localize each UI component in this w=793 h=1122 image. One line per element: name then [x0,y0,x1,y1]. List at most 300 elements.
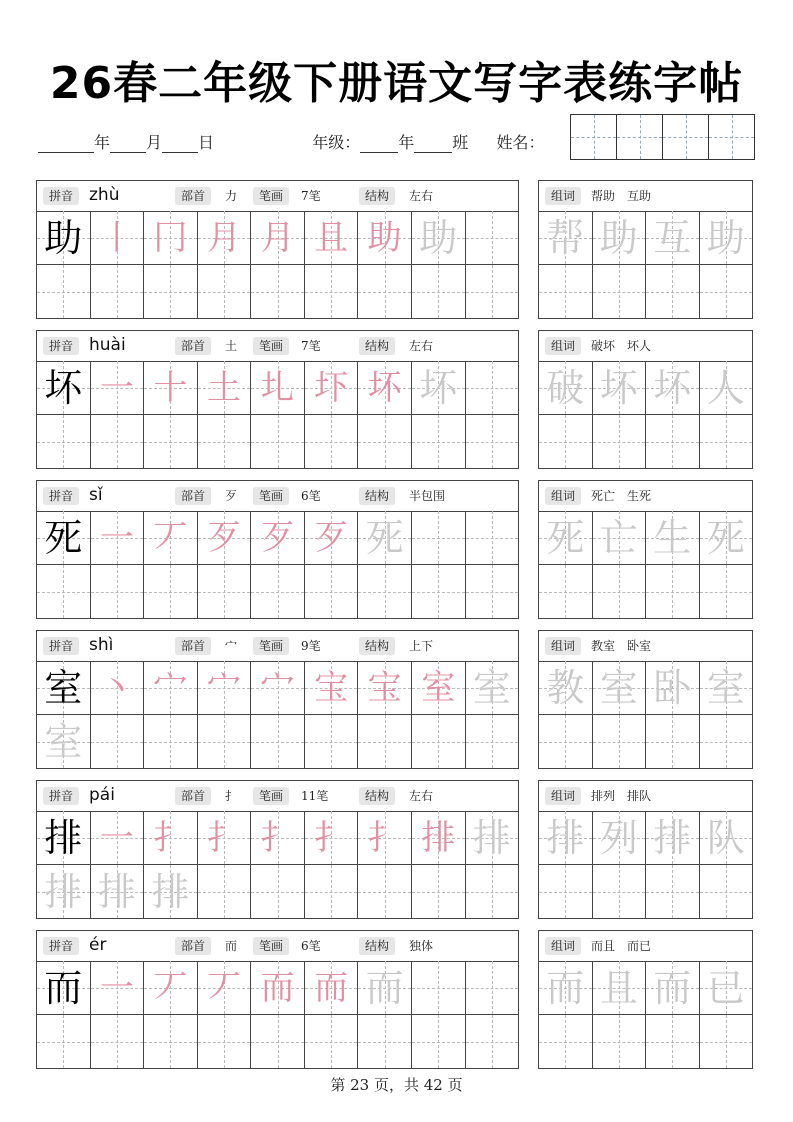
grid-cell[interactable] [251,415,305,468]
grid-cell[interactable] [646,661,700,714]
year-label: 年 [94,133,111,152]
grid-cell[interactable] [700,961,753,1014]
grid-cell[interactable] [37,715,91,768]
radical-tag: 部首 [175,487,211,505]
grade-blank[interactable] [360,136,398,153]
grid-cell[interactable] [466,361,519,414]
grid-cell[interactable] [646,265,700,318]
stroke-step: 扌 [367,817,402,858]
month-label: 月 [146,133,163,152]
grid-cell[interactable] [358,361,412,414]
grid-cell[interactable] [198,1015,252,1068]
grid-cell[interactable] [358,415,412,468]
tian-grid [539,961,752,1068]
grid-row [37,511,518,564]
grid-cell[interactable] [144,1015,198,1068]
grid-cell[interactable] [91,715,145,768]
grid-row [37,961,518,1014]
grid-cell[interactable] [412,661,466,714]
grid-cell[interactable] [700,265,753,318]
grid-cell[interactable] [646,1015,700,1068]
words-tag: 组词 [545,337,581,355]
strokes-tag: 笔画 [253,337,289,355]
word-trace-char: 排 [653,815,692,860]
stroke-step: 十 [153,367,188,408]
grid-cell[interactable] [539,511,593,564]
grid-cell[interactable] [144,265,198,318]
class-blank[interactable] [414,136,452,153]
grid-cell[interactable] [37,565,91,618]
grid-cell[interactable] [37,415,91,468]
grid-cell[interactable] [412,715,466,768]
info-line [38,130,544,153]
grid-cell[interactable] [466,961,519,1014]
name-cell[interactable] [571,115,617,159]
word-trace-char: 人 [706,365,745,410]
grid-cell[interactable] [251,865,305,918]
grid-cell[interactable] [646,811,700,864]
grid-cell[interactable] [358,811,412,864]
pinyin-value: zhù [89,185,120,205]
grid-cell[interactable] [466,415,519,468]
grid-cell[interactable] [539,715,593,768]
grid-cell[interactable] [91,265,145,318]
grid-cell[interactable] [593,961,647,1014]
grid-cell[interactable] [700,865,753,918]
grid-cell[interactable] [37,661,91,714]
grid-cell[interactable] [144,811,198,864]
stroke-step: 丨 [99,217,134,258]
strokes-value: 11笔 [301,789,329,803]
grid-cell[interactable] [412,265,466,318]
word-block-huài [538,330,753,469]
structure-value: 左右 [409,189,434,203]
grid-row [539,961,752,1014]
grid-cell[interactable] [700,361,753,414]
stroke-step: 扌 [206,817,241,858]
pinyin-tag: 拼音 [43,637,79,655]
pinyin-tag: 拼音 [43,937,79,955]
grid-cell[interactable] [144,961,198,1014]
char-header [37,631,518,662]
char-block-huài [36,330,519,469]
grid-cell[interactable] [539,1015,593,1068]
grid-cell[interactable] [305,211,359,264]
grid-cell[interactable] [305,565,359,618]
words-tag: 组词 [545,937,581,955]
grid-row [37,361,518,414]
grid-cell[interactable] [144,661,198,714]
grid-cell[interactable] [593,715,647,768]
stroke-step: 宝 [314,667,349,708]
char-block-zhù [36,180,519,319]
word-header [539,481,752,512]
grid-cell[interactable] [198,265,252,318]
grid-cell[interactable] [251,565,305,618]
grid-cell[interactable] [91,661,145,714]
grid-cell[interactable] [91,565,145,618]
grid-cell[interactable] [700,1015,753,1068]
stroke-step: 丆 [153,967,188,1008]
radical-value: 歹 [225,489,238,503]
grid-cell[interactable] [251,265,305,318]
grid-cell[interactable] [305,865,359,918]
grid-cell[interactable] [305,265,359,318]
grid-cell[interactable] [198,361,252,414]
grid-cell[interactable] [91,1015,145,1068]
word-trace-char: 已 [706,965,745,1010]
grid-cell[interactable] [700,565,753,618]
grid-cell[interactable] [593,1015,647,1068]
word-trace-char: 而 [653,965,692,1010]
words-tag: 组词 [545,637,581,655]
page-title: 26春二年级下册语文写字表练字帖 [49,58,744,109]
word-trace-char: 帮 [546,215,585,260]
grid-cell[interactable] [305,811,359,864]
stroke-step: 月 [206,217,241,258]
word-header [539,331,752,362]
grid-row [539,811,752,864]
stroke-step: 一 [99,817,134,858]
stroke-step: 且 [314,217,349,258]
stroke-step: 冂 [153,217,188,258]
radical-value: 土 [225,339,238,353]
grid-cell[interactable] [144,211,198,264]
grid-cell[interactable] [144,361,198,414]
grid-cell[interactable] [466,565,519,618]
grid-cell[interactable] [91,211,145,264]
word-trace-char: 而 [546,965,585,1010]
word-trace-char: 卧 [653,665,692,710]
grid-cell[interactable] [646,211,700,264]
word-trace-char: 互 [653,215,692,260]
grid-cell[interactable] [91,415,145,468]
grid-cell[interactable] [305,961,359,1014]
structure-value: 半包围 [409,489,446,503]
grade-year-label: 年 [398,133,415,152]
stroke-step: 室 [421,667,456,708]
tian-grid [539,211,752,318]
word-trace-char: 坏 [653,365,692,410]
char-block-sǐ [36,480,519,619]
stroke-step: 宝 [367,667,402,708]
grid-cell[interactable] [539,211,593,264]
grid-cell[interactable] [144,715,198,768]
grid-row [539,361,752,414]
stroke-step: 而 [260,967,295,1008]
words-tag: 组词 [545,187,581,205]
grid-cell[interactable] [37,811,91,864]
grid-cell[interactable] [593,565,647,618]
stroke-step: 而 [314,967,349,1008]
grid-cell[interactable] [412,361,466,414]
grid-cell[interactable] [144,415,198,468]
radical-value: 扌 [225,789,238,803]
stroke-step: 月 [260,217,295,258]
grid-cell[interactable] [91,361,145,414]
grid-cell[interactable] [539,415,593,468]
grid-cell[interactable] [251,361,305,414]
stroke-step: 丆 [206,967,241,1008]
structure-value: 左右 [409,789,434,803]
radical-tag: 部首 [175,937,211,955]
grid-row [539,714,752,768]
pinyin-value: shì [89,635,114,655]
words-tag: 组词 [545,487,581,505]
grid-cell[interactable] [466,811,519,864]
grid-cell[interactable] [37,961,91,1014]
words-value: 死亡 生死 [591,489,652,503]
grid-cell[interactable] [91,961,145,1014]
word-trace-char: 室 [599,665,638,710]
radical-value: 力 [225,189,238,203]
grid-row [37,264,518,318]
grid-cell[interactable] [305,661,359,714]
grid-cell[interactable] [412,211,466,264]
grid-cell[interactable] [700,511,753,564]
stroke-step: 扌 [314,817,349,858]
grid-cell[interactable] [91,865,145,918]
grid-cell[interactable] [198,865,252,918]
grid-cell[interactable] [305,1015,359,1068]
grid-cell[interactable] [358,565,412,618]
grid-cell[interactable] [646,565,700,618]
grid-cell[interactable] [700,715,753,768]
grid-cell[interactable] [37,265,91,318]
grid-cell[interactable] [412,565,466,618]
name-box[interactable] [570,114,755,160]
grid-row [37,811,518,864]
grid-cell[interactable] [251,211,305,264]
grid-cell[interactable] [358,661,412,714]
tian-grid [37,211,518,318]
strokes-tag: 笔画 [253,487,289,505]
grid-cell[interactable] [466,265,519,318]
grid-cell[interactable] [593,661,647,714]
grid-cell[interactable] [358,211,412,264]
grid-cell[interactable] [593,811,647,864]
grid-cell[interactable] [539,361,593,414]
word-block-ér [538,930,753,1069]
model-char: 而 [44,965,83,1010]
structure-value: 左右 [409,339,434,353]
model-char: 助 [44,215,83,260]
grid-row [539,864,752,918]
name-cell[interactable] [663,115,709,159]
tian-grid [37,511,518,618]
grid-cell[interactable] [700,811,753,864]
grid-cell[interactable] [539,865,593,918]
grid-cell[interactable] [412,811,466,864]
stroke-step: 丶 [99,667,134,708]
word-trace-char: 且 [599,965,638,1010]
grid-cell[interactable] [700,415,753,468]
name-label: 姓名： [496,133,545,152]
grid-cell[interactable] [539,661,593,714]
grid-cell[interactable] [646,415,700,468]
char-header [37,181,518,212]
stroke-step: 宀 [206,667,241,708]
pinyin-tag: 拼音 [43,337,79,355]
structure-tag: 结构 [359,937,395,955]
grid-cell[interactable] [539,961,593,1014]
grid-cell[interactable] [251,661,305,714]
grid-cell[interactable] [412,865,466,918]
grid-cell[interactable] [700,211,753,264]
grid-cell[interactable] [466,1015,519,1068]
grid-cell[interactable] [358,715,412,768]
model-char: 坏 [44,365,83,410]
stroke-step: 一 [99,517,134,558]
grid-cell[interactable] [593,415,647,468]
pinyin-tag: 拼音 [43,787,79,805]
grid-cell[interactable] [198,565,252,618]
grid-cell[interactable] [700,661,753,714]
grid-cell[interactable] [646,961,700,1014]
grid-row [37,661,518,714]
grid-cell[interactable] [593,265,647,318]
grid-cell[interactable] [466,211,519,264]
day-blank[interactable] [162,136,198,153]
grid-cell[interactable] [593,865,647,918]
word-block-pái [538,780,753,919]
grid-cell[interactable] [144,511,198,564]
grid-cell[interactable] [91,811,145,864]
stroke-step: 土 [206,367,241,408]
grid-cell[interactable] [305,415,359,468]
grid-row [539,564,752,618]
grid-cell[interactable] [198,661,252,714]
stroke-step: 圷 [314,367,349,408]
month-blank[interactable] [110,136,146,153]
grid-cell[interactable] [358,265,412,318]
grid-cell[interactable] [251,961,305,1014]
grid-cell[interactable] [412,415,466,468]
grid-cell[interactable] [646,361,700,414]
grid-cell[interactable] [305,715,359,768]
stroke-step: 而 [365,965,404,1010]
grid-row [37,714,518,768]
trace-char: 排 [44,869,83,914]
grid-cell[interactable] [593,361,647,414]
year-blank[interactable] [38,136,94,153]
grid-row [539,511,752,564]
grid-cell[interactable] [466,715,519,768]
grid-cell[interactable] [646,511,700,564]
word-trace-char: 生 [653,515,692,560]
word-trace-char: 破 [546,365,585,410]
word-trace-char: 排 [546,815,585,860]
grid-cell[interactable] [539,565,593,618]
name-cell[interactable] [617,115,663,159]
word-trace-char: 亡 [599,515,638,560]
tian-grid [539,361,752,468]
grid-cell[interactable] [646,715,700,768]
stroke-step: 歹 [314,517,349,558]
grid-cell[interactable] [539,811,593,864]
grid-cell[interactable] [412,511,466,564]
grid-cell[interactable] [198,415,252,468]
grade-label: 年级： [312,133,361,152]
grid-cell[interactable] [466,661,519,714]
radical-tag: 部首 [175,337,211,355]
stroke-step: 死 [365,515,404,560]
strokes-tag: 笔画 [253,937,289,955]
grid-cell[interactable] [358,511,412,564]
tian-grid [37,961,518,1068]
tian-grid [37,361,518,468]
grid-cell[interactable] [251,511,305,564]
grid-cell[interactable] [466,865,519,918]
grid-cell[interactable] [251,715,305,768]
strokes-value: 7笔 [301,339,321,353]
grid-cell[interactable] [198,511,252,564]
stroke-step: 一 [99,967,134,1008]
grid-cell[interactable] [144,865,198,918]
pinyin-tag: 拼音 [43,487,79,505]
grid-cell[interactable] [91,511,145,564]
model-char: 死 [44,515,83,560]
grid-cell[interactable] [37,1015,91,1068]
structure-tag: 结构 [359,787,395,805]
grid-cell[interactable] [198,211,252,264]
stroke-step: 室 [472,665,511,710]
words-tag: 组词 [545,787,581,805]
stroke-step: 坏 [367,367,402,408]
grid-cell[interactable] [358,961,412,1014]
grid-cell[interactable] [358,1015,412,1068]
grid-cell[interactable] [144,565,198,618]
char-header [37,781,518,812]
radical-value: 而 [225,939,238,953]
strokes-value: 7笔 [301,189,321,203]
grid-cell[interactable] [37,361,91,414]
grid-cell[interactable] [251,1015,305,1068]
grid-cell[interactable] [466,511,519,564]
grid-cell[interactable] [412,1015,466,1068]
stroke-step: 宀 [153,667,188,708]
name-cell[interactable] [709,115,754,159]
grid-cell[interactable] [37,211,91,264]
grid-cell[interactable] [37,511,91,564]
grid-cell[interactable] [593,211,647,264]
structure-tag: 结构 [359,337,395,355]
grid-cell[interactable] [198,715,252,768]
grid-cell[interactable] [358,865,412,918]
stroke-step: 宀 [260,667,295,708]
stroke-step: 排 [421,817,456,858]
grid-cell[interactable] [305,361,359,414]
grid-cell[interactable] [412,961,466,1014]
char-block-ér [36,930,519,1069]
grid-cell[interactable] [646,865,700,918]
grid-cell[interactable] [593,511,647,564]
pinyin-tag: 拼音 [43,187,79,205]
word-trace-char: 教 [546,665,585,710]
grid-cell[interactable] [539,265,593,318]
grid-cell[interactable] [198,961,252,1014]
grid-row [37,864,518,918]
grid-cell[interactable] [37,865,91,918]
radical-tag: 部首 [175,787,211,805]
words-value: 帮助 互助 [591,189,652,203]
tian-grid [37,811,518,918]
tian-grid [539,811,752,918]
pinyin-value: huài [89,335,126,355]
grid-cell[interactable] [305,511,359,564]
grid-cell[interactable] [251,811,305,864]
grid-cell[interactable] [198,811,252,864]
